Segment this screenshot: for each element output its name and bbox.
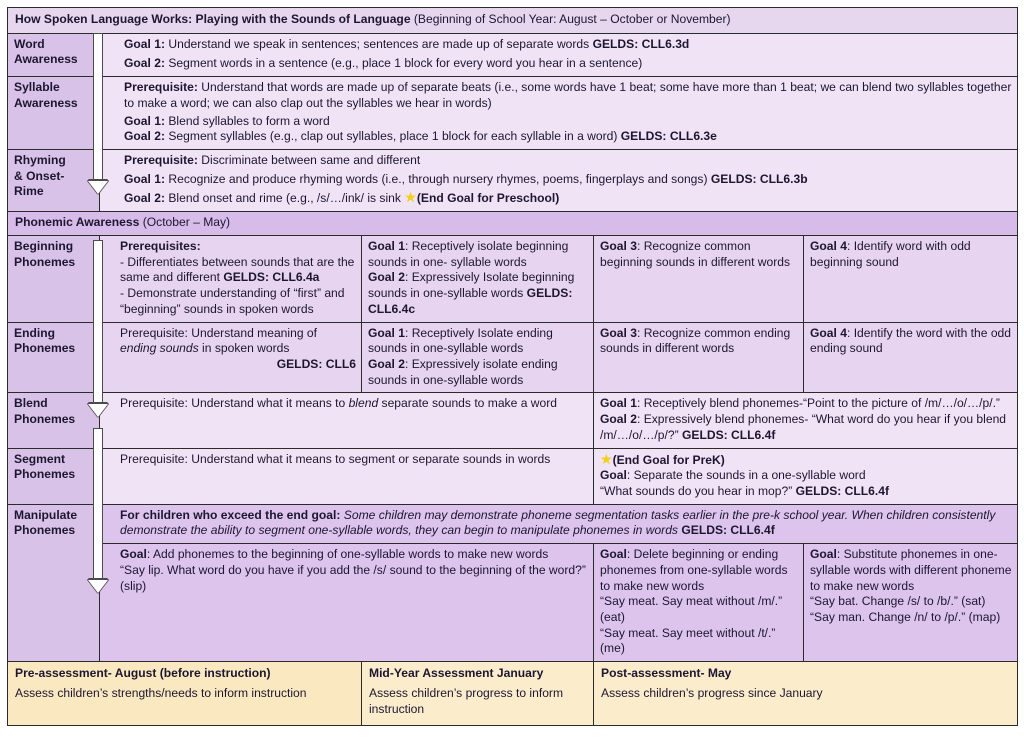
goal-2-label: Goal 2: [600, 412, 637, 427]
prerequisites-header-text: Prerequisites:: [120, 238, 201, 253]
goal-1-text: : Receptively Isolate ending sounds in one-syllable words: [368, 325, 553, 356]
row-label-word-awareness: [8, 33, 100, 76]
goal-2-text: Segment syllables (e.g., clap out syllables, place 1 block for each syllable in a word): [165, 129, 621, 144]
goal-line: [120, 547, 588, 563]
row-label-segment-phonemes: [8, 448, 100, 504]
cell-beginning-goal-4: [804, 235, 1018, 322]
goal-line: [600, 468, 1012, 484]
post-assessment-title: Post-assessment- May: [601, 666, 732, 681]
goal-example-2: “Say meat. Say meet without /t/.” (me): [600, 625, 776, 656]
prerequisites-header: [120, 239, 356, 255]
goal-2-text: Segment words in a sentence (e.g., place 1 block for every word you hear in a sentence): [165, 56, 643, 71]
goal-label: Goal: [120, 547, 147, 562]
title-bar-cell: [8, 8, 1018, 34]
table-row-segment-phonemes: [8, 448, 1018, 504]
goal-1-label: Goal 1: [600, 396, 637, 411]
goal-2-text: : Expressively blend phonemes- “What word do you hear if you blend /m/…/o/…/p/?”: [600, 412, 1007, 442]
goal-2-label: Goal 2: [368, 270, 405, 285]
table-row-ending-phonemes: [8, 322, 1018, 393]
goal-1-label: Goal 1: [368, 238, 405, 253]
band-title: Phonemic Awareness: [15, 215, 140, 230]
table-row-syllable-awareness: [8, 77, 1018, 150]
goal-example-1: “Say bat. Change /s/ to /b/.” (sat): [810, 594, 986, 609]
exceed-label: For children who exceed the end goal:: [120, 507, 341, 522]
label-line-2: Awareness: [14, 52, 78, 67]
label-line-2: Phonemes: [14, 341, 76, 356]
goal-quote: “What sounds do you hear in mop?”: [600, 483, 796, 498]
goal-label: Goal: [810, 547, 837, 562]
goal-example-1: “Say lip. What word do you have if you add the /s/ sound to the beginning of the word?” (slip): [120, 562, 586, 593]
label-line-2: & Onset-: [14, 168, 65, 183]
table-row-phonemic-band: [8, 212, 1018, 236]
table-row-beginning-phonemes: [8, 235, 1018, 322]
goal-1-text: : Receptively isolate beginning sounds in one- syllable words: [368, 238, 569, 269]
goal-4-label: Goal 4: [810, 325, 847, 340]
prerequisite-text: Understand meaning of: [187, 325, 317, 340]
prerequisite-italic: ending sounds: [120, 341, 199, 356]
title-parenthetical: (Beginning of School Year: August – October or November): [410, 12, 731, 26]
star-icon: ★: [404, 189, 417, 206]
goal-4-text: : Identify word with odd beginning sound: [810, 238, 971, 269]
label-line-1: Blend: [14, 396, 48, 411]
goal-label: Goal: [600, 468, 627, 483]
goal-text: : Add phonemes to the beginning of one-syllable words to make new words: [146, 547, 549, 562]
label-line-1: Syllable: [14, 80, 60, 95]
cell-manipulate-add-goal: [100, 544, 594, 662]
goal-line: [810, 547, 1012, 594]
label-line-1: Ending: [14, 325, 55, 340]
prerequisite-item-2: - Demonstrate understanding of “first” and “beginning” sounds in spoken words: [120, 286, 345, 316]
goal-1-label: Goal 1:: [124, 171, 165, 186]
band-subtitle: (October – May): [139, 215, 231, 230]
goal-1-label: Goal 1:: [124, 113, 165, 128]
goal-2-gelds: GELDS: CLL6.4f: [682, 427, 776, 442]
goal-1-line: [600, 396, 1012, 412]
cell-segment-goals: [594, 448, 1018, 504]
goal-2-gelds: GELDS: CLL6.4c: [368, 286, 573, 316]
goal-1-label: Goal 1:: [124, 36, 165, 51]
goal-2-line: [124, 190, 1012, 207]
mid-assessment-title: Mid-Year Assessment January: [369, 666, 544, 681]
cell-rhyming-goals: [100, 150, 1018, 212]
row-label-manipulate-phonemes: [8, 504, 100, 661]
goal-1-line: [368, 326, 588, 357]
goal-4-text: : Identify the word with the odd ending sound: [810, 325, 1012, 356]
goal-2-line: [368, 357, 588, 388]
cell-word-awareness-goals: [100, 33, 1018, 76]
table-row-rhyming-onset-rime: [8, 150, 1018, 212]
cell-blend-goals: [594, 393, 1018, 448]
goal-1-text: : Receptively blend phonemes-“Point to the picture of /m/…/o/…/p/.”: [636, 396, 1000, 411]
label-line-1: Manipulate: [14, 507, 78, 522]
cell-pre-assessment: [8, 662, 362, 726]
goal-1-gelds: GELDS: CLL6.3d: [592, 36, 690, 51]
end-goal-line: [600, 452, 1012, 469]
goal-text: : Delete beginning or ending phonemes from one-syllable words to make new words: [600, 547, 788, 593]
goal-2-end-goal: (End Goal for Preschool): [416, 191, 560, 206]
goal-example-1: “Say meat. Say meat without /m/.” (eat): [600, 594, 783, 624]
goal-1-line: [124, 172, 1012, 188]
cell-syllable-awareness-goals: [100, 77, 1018, 150]
goal-1-line: [124, 37, 1012, 53]
goal-line: [600, 547, 798, 594]
cell-blend-prerequisite: [100, 393, 594, 448]
goal-3-label: Goal 3: [600, 238, 637, 253]
goal-example-line: [600, 484, 1012, 500]
prerequisite-label: Prerequisite:: [124, 80, 198, 95]
cell-post-assessment: [594, 662, 1018, 726]
goal-2-text: : Expressively isolate ending sounds in one-syllable words: [368, 356, 558, 387]
prerequisite-item-1-text: - Differentiates between sounds that are the same and different: [120, 254, 355, 285]
cell-mid-year-assessment: [362, 662, 594, 726]
goal-1-gelds: GELDS: CLL6.3b: [710, 171, 808, 186]
prerequisite-label: Prerequisite:: [120, 396, 188, 411]
prerequisite-line: [120, 452, 588, 468]
mid-assessment-desc: Assess children’s progress to inform instruction: [369, 685, 564, 716]
goal-example-2: “Say man. Change /n/ to /p/.” (map): [810, 610, 1001, 624]
phonological-awareness-table: [7, 7, 1018, 726]
cell-beginning-goal-3: [594, 235, 804, 322]
exceed-gelds: GELDS: CLL6.4f: [681, 523, 775, 538]
goal-2-line: [368, 270, 588, 317]
label-line-1: Segment: [14, 451, 66, 466]
label-line-3: Rime: [14, 184, 44, 199]
cell-segment-prerequisite: [100, 448, 594, 504]
pre-assessment-title: Pre-assessment- August (before instruction): [15, 666, 271, 681]
prerequisite-text-2: in spoken words: [198, 341, 290, 356]
star-icon: ★: [600, 450, 613, 467]
label-line-2: Phonemes: [14, 523, 76, 538]
prerequisite-text: Discriminate between same and different: [197, 153, 421, 168]
cell-ending-goal-3: [594, 322, 804, 393]
table-row-title: [8, 8, 1018, 34]
row-label-rhyming-onset-rime: [8, 150, 100, 212]
goal-2-label: Goal 2: [368, 356, 405, 371]
goal-2-line: [600, 412, 1012, 443]
section-band-phonemic-awareness: [8, 212, 1018, 236]
title-main: How Spoken Language Works: Playing with the Sounds of Language: [15, 12, 411, 26]
row-label-beginning-phonemes: [8, 235, 100, 322]
goal-1-text: Blend syllables to form a word: [165, 113, 330, 128]
cell-manipulate-substitute-goal: [804, 544, 1018, 662]
label-line-2: Phonemes: [14, 254, 76, 269]
row-label-blend-phonemes: [8, 393, 100, 448]
goal-text: : Separate the sounds in a one-syllable word: [626, 468, 866, 483]
table-row-blend-phonemes: [8, 393, 1018, 448]
goal-4-line: [810, 326, 1012, 357]
goal-2-line: [124, 56, 1012, 72]
table-row-word-awareness: [8, 33, 1018, 76]
row-label-ending-phonemes: [8, 322, 100, 393]
goal-3-line: [600, 239, 798, 270]
goal-2-label: Goal 2:: [124, 56, 165, 71]
goal-text: : Substitute phonemes in one-syllable words with different phoneme to make new words: [810, 547, 1012, 593]
cell-ending-prerequisite: [100, 322, 362, 393]
row-label-syllable-awareness: [8, 77, 100, 150]
prerequisite-item-1-gelds: GELDS: CLL6.4a: [223, 270, 320, 285]
goal-1-line: [368, 239, 588, 270]
prerequisite-italic: blend: [348, 396, 379, 411]
prerequisite-gelds: GELDS: CLL6: [276, 356, 356, 371]
prerequisite-text-2: separate sounds to make a word: [378, 396, 557, 411]
prerequisite-line: [124, 80, 1012, 111]
prerequisite-line: [120, 396, 588, 412]
end-goal-label: (End Goal for PreK): [612, 452, 725, 467]
label-line-2: Phonemes: [14, 412, 76, 427]
goal-label: Goal: [600, 547, 627, 562]
goal-2-text: Blend onset and rime (e.g., /s/…/ink/ is sink: [165, 191, 405, 206]
goal-3-line: [600, 326, 798, 357]
prerequisite-label: Prerequisite:: [124, 153, 198, 168]
goal-4-label: Goal 4: [810, 238, 847, 253]
prerequisite-label: Prerequisite:: [120, 325, 188, 340]
cell-beginning-prerequisites: [100, 235, 362, 322]
table-row-assessment: [8, 662, 1018, 726]
cell-manipulate-exceed-note: [100, 504, 1018, 543]
label-line-2: Phonemes: [14, 467, 76, 482]
pre-assessment-desc: Assess children’s strengths/needs to inform instruction: [15, 685, 307, 700]
goal-1-text: Understand we speak in sentences; sentences are made up of separate words: [165, 36, 593, 51]
prerequisite-line: [120, 326, 356, 357]
goal-3-label: Goal 3: [600, 325, 637, 340]
prerequisite-text: Understand what it means to: [187, 396, 349, 411]
goal-4-line: [810, 239, 1012, 270]
table-row-manipulate-phonemes-header: [8, 504, 1018, 543]
goal-1-label: Goal 1: [368, 325, 405, 340]
prerequisite-text: Understand that words are made up of separate beats (i.e., some words have 1 beat; some have more than 1 beat; we can blend two syllables together to make a word; we can also clap out the syllables we hear in words): [124, 80, 1012, 110]
goal-2-line: [124, 129, 1012, 145]
prerequisite-line: [124, 153, 1012, 169]
goal-2-label: Goal 2:: [124, 191, 165, 206]
label-line-1: Rhyming: [14, 153, 66, 168]
prerequisite-item-1: [120, 255, 356, 286]
post-assessment-desc: Assess children’s progress since January: [601, 685, 823, 700]
cell-manipulate-delete-goal: [594, 544, 804, 662]
cell-ending-goals-1-2: [362, 322, 594, 393]
cell-ending-goal-4: [804, 322, 1018, 393]
goal-2-label: Goal 2:: [124, 129, 165, 144]
label-line-1: Beginning: [14, 238, 74, 253]
goal-2-gelds: GELDS: CLL6.3e: [620, 129, 717, 144]
cell-beginning-goals-1-2: [362, 235, 594, 322]
table-row-manipulate-phonemes-goals: [8, 544, 1018, 662]
prerequisite-label: Prerequisite:: [120, 451, 188, 466]
goal-gelds: GELDS: CLL6.4f: [795, 483, 890, 498]
label-line-1: Word: [14, 36, 45, 51]
goal-1-line: [124, 114, 1012, 130]
prerequisite-text: Understand what it means to segment or separate sounds in words: [187, 451, 551, 466]
goal-1-text: Recognize and produce rhyming words (i.e., through nursery rhymes, poems, fingerplays and songs): [165, 171, 711, 186]
exceed-text: Some children may demonstrate phoneme segmentation tasks earlier in the pre-k school year. When children consistently demonstrate the ability to segment one-syllable words, they can begin to manipulate phonemes in words: [120, 507, 996, 538]
goal-3-text: : Recognize common ending sounds in different words: [600, 325, 791, 356]
goal-3-text: : Recognize common beginning sounds in different words: [600, 238, 791, 269]
label-line-2: Awareness: [14, 95, 78, 110]
goal-2-text: : Expressively Isolate beginning sounds in one-syllable words: [368, 270, 575, 301]
